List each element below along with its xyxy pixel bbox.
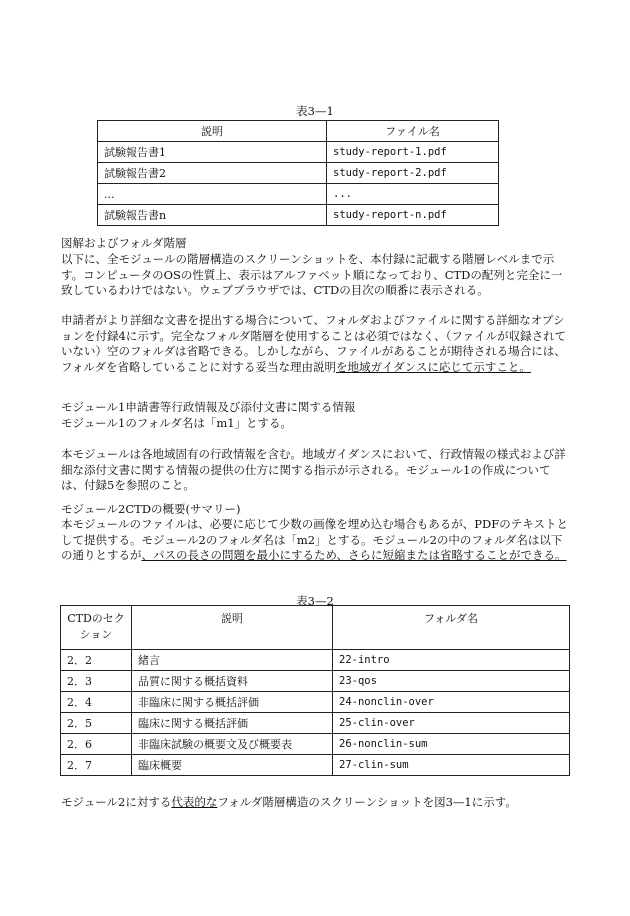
table2-cell: 2．6	[61, 734, 132, 755]
table2-cell: 25-clin-over	[333, 713, 570, 734]
module1-paragraph: 本モジュールは各地域固有の行政情報を含む。地域ガイダンスにおいて、行政情報の様式および詳細な添付文書に関する情報の提供の仕方に関する指示が示される。モジュール1の作成については、付録5を参照のこと。	[61, 447, 566, 492]
table2-cell: 22-intro	[333, 650, 570, 671]
table1-cell: ...	[327, 184, 499, 205]
table2	[60, 605, 570, 776]
table2-cell: 非臨床試験の概要文及び概要表	[132, 734, 333, 755]
table-row	[61, 650, 570, 671]
table-row	[61, 713, 570, 734]
table1-caption: 表3—1	[296, 104, 334, 118]
footer-text-end: フォルダ階層構造のスクリーンショットを図3—1に示す。	[217, 795, 517, 809]
paragraph-options-text: 申請者がより詳細な文書を提出する場合について、フォルダおよびファイルに関する詳細なオプションを付録4に示す。完全なフォルダ階層を使用することは必須ではなく、（ファイルが収録されていない）空のフォルダは省略できる。しかしながら、ファイルがあることが期待される場合には、フォルダを省略していることに対する妥当な理由説明	[61, 313, 567, 374]
table2-cell: 2．2	[61, 650, 132, 671]
table2-header: フォルダ名	[333, 606, 570, 650]
module2-paragraph	[61, 517, 573, 564]
module2-paragraph-text: 本モジュールのファイルは、必要に応じて少数の画像を埋め込む場合もあるが、PDFのテキストとして提供する。モジュール2のフォルダ名は「m2」とする。モジュール2の中のフォルダ名は以下の通りとするが	[61, 517, 569, 562]
table1-cell: 試験報告書2	[98, 163, 327, 184]
section-title-figure: 図解およびフォルダ階層	[61, 236, 187, 250]
table1-header-row	[98, 121, 499, 142]
table-row	[98, 205, 499, 226]
table2-cell: 臨床に関する概括評価	[132, 713, 333, 734]
table2-caption: 表3—2	[296, 594, 334, 608]
table1-cell: 試験報告書n	[98, 205, 327, 226]
table2-cell: 2．5	[61, 713, 132, 734]
table2-cell: 24-nonclin-over	[333, 692, 570, 713]
table2-cell: 品質に関する概括資料	[132, 671, 333, 692]
table2-cell: 2．4	[61, 692, 132, 713]
table1-cell: ...	[98, 184, 327, 205]
module2-title: モジュール2CTDの概要(サマリー)	[61, 502, 241, 516]
module2-paragraph-underlined: 、パスの長さの問題を最小にするため、さらに短縮または省略することができる。	[141, 548, 567, 562]
module1-title: モジュール1申請書等行政情報及び添付文書に関する情報	[61, 400, 356, 414]
footer-text: モジュール2に対する	[61, 795, 172, 809]
table-row	[61, 692, 570, 713]
table1	[97, 120, 499, 226]
table2-cell: 27-clin-sum	[333, 755, 570, 776]
table2-cell: 2．7	[61, 755, 132, 776]
footer-underlined: 代表的な	[171, 795, 218, 809]
paragraph-options	[61, 313, 573, 375]
table2-header-row	[61, 606, 570, 650]
table1-header: 説明	[98, 121, 327, 142]
table2-header: CTDのセクション	[61, 606, 132, 650]
table2-cell: 緒言	[132, 650, 333, 671]
table1-header: ファイル名	[327, 121, 499, 142]
table2-cell: 非臨床に関する概括評価	[132, 692, 333, 713]
table-row	[98, 142, 499, 163]
table2-cell: 26-nonclin-sum	[333, 734, 570, 755]
table1-cell: study-report-1.pdf	[327, 142, 499, 163]
table1-cell: study-report-n.pdf	[327, 205, 499, 226]
table1-cell: 試験報告書1	[98, 142, 327, 163]
table1-cell: study-report-2.pdf	[327, 163, 499, 184]
paragraph-hierarchy: 以下に、全モジュールの階層構造のスクリーンショットを、本付録に記載する階層レベルまで示す。コンピュータのOSの性質上、表示はアルファベット順になっており、CTDの配列と完全に一致しているわけではない。ウェブブラウザでは、CTDの目次の順番に表示される。	[61, 252, 563, 297]
table-row	[98, 163, 499, 184]
table-row	[61, 755, 570, 776]
table-row	[98, 184, 499, 205]
footer-paragraph	[61, 795, 573, 811]
module1-folder: モジュール1のフォルダ名は「m1」とする。	[61, 416, 293, 430]
table2-header: 説明	[132, 606, 333, 650]
table2-cell: 臨床概要	[132, 755, 333, 776]
table2-cell: 2．3	[61, 671, 132, 692]
table-row	[61, 671, 570, 692]
paragraph-options-underlined: を地域ガイダンスに応じて示すこと。	[335, 359, 531, 374]
table2-cell: 23-qos	[333, 671, 570, 692]
table-row	[61, 734, 570, 755]
